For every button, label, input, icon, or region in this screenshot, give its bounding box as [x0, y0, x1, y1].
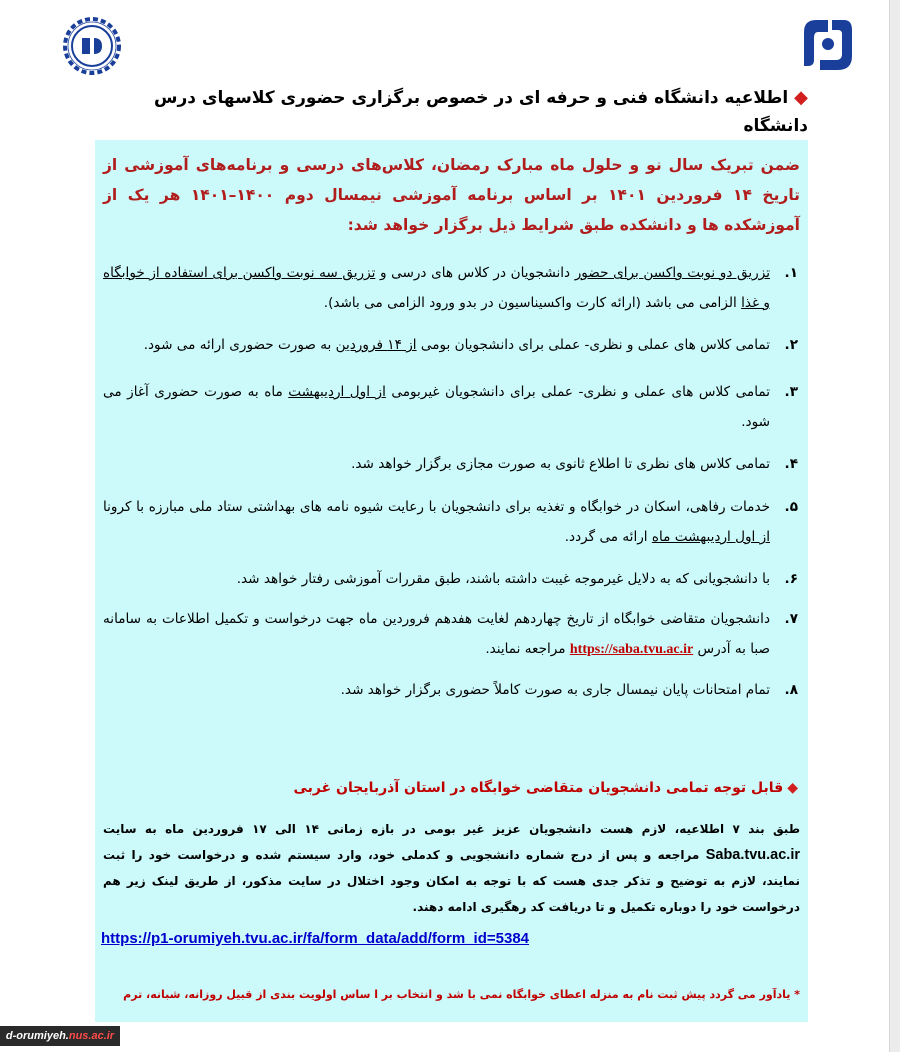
- notice-title-text: قابل توجه تمامی دانشجویان متقاضی خوابگاه در استان آذربایجان غربی: [293, 780, 784, 796]
- item-number: ۴.: [784, 456, 798, 472]
- list-item: [103, 377, 798, 437]
- item-text-underlined: از اول اردیبهشت: [288, 384, 386, 400]
- item-number: ۲.: [784, 337, 798, 353]
- intro-paragraph: ضمن تبریک سال نو و حلول ماه مبارک رمضان، کلاس‌های درسی و برنامه‌های آموزشی از تاریخ ۱۴ فروردین ۱۴۰۱ بر اساس برنامه آموزشی نیمسال دوم ۱۴۰۰–۱۴۰۱ هر یک از آموزشکده ها و دانشکده طبق شرایط ذیل برگزار خواهد شد:: [103, 156, 800, 234]
- item-text-underlined: از ۱۴ فروردین: [335, 337, 417, 353]
- item-text: ماه به صورت حضوری آغاز می شود.: [103, 384, 770, 430]
- university-logo-icon: [798, 12, 856, 78]
- site-watermark: [0, 1026, 120, 1046]
- item-text: تمامی کلاس های عملی و نظری- عملی برای دانشجویان بومی: [416, 337, 770, 353]
- red-diamond-icon: ◆: [787, 780, 798, 796]
- item-text-underlined: تزریق دو نوبت واکسن برای حضور: [574, 265, 770, 281]
- item-text: تمامی کلاس های نظری تا اطلاع ثانوی به صورت مجازی برگزار خواهد شد.: [351, 456, 770, 472]
- item-number: ۸.: [784, 682, 798, 698]
- list-item: [103, 675, 798, 705]
- notice-text: مراجعه و پس از درج شماره دانشجویی و کدملی خود، وارد سیستم شده و درخواست خود را ثبت نمایند، لازم به توضیح و تذکر جدی هست که با توجه به امکان وجود اختلال در سایت مذکور، از طریق لینک زیر هم درخواست خود را دوباره تکمیل و تا دریافت کد رهگیری ادامه دهند.: [103, 848, 800, 914]
- item-text: تمامی کلاس های عملی و نظری- عملی برای دانشجویان غیربومی: [385, 384, 770, 400]
- item-text: به صورت حضوری ارائه می شود.: [143, 337, 336, 353]
- watermark-text: d-orumiyeh.: [5, 1030, 69, 1042]
- item-text: دانشجویان در کلاس های درسی و: [375, 265, 575, 281]
- rules-list: [103, 258, 798, 705]
- item-text: مراجعه نمایند.: [485, 641, 570, 657]
- item-text: الزامی می باشد (ارائه کارت واکسیناسیون در بدو ورود الزامی می باشد).: [323, 295, 742, 311]
- item-number: ۱.: [784, 265, 798, 281]
- red-diamond-icon: ◆: [794, 87, 808, 108]
- item-text-underlined: تزریق سه نوبت واکسن برای استفاده از خوابگاه و غذا: [103, 265, 770, 311]
- announcement-panel: [95, 140, 808, 1022]
- list-item: [103, 449, 798, 479]
- form-link[interactable]: https://p1-orumiyeh.tvu.ac.ir/fa/form_data/add/form_id=5384: [101, 930, 530, 947]
- saba-link[interactable]: https://saba.tvu.ac.ir: [569, 642, 694, 657]
- item-text: تمام امتحانات پایان نیمسال جاری به صورت کاملاً حضوری برگزار خواهد شد.: [340, 682, 770, 698]
- dormitory-notice-title: [103, 780, 798, 796]
- page-title: [92, 84, 808, 140]
- list-item: [103, 258, 798, 318]
- gear-emblem-icon: [62, 16, 122, 76]
- item-number: ۳.: [784, 384, 798, 400]
- item-text-underlined: از اول اردیبهشت ماه: [651, 529, 770, 545]
- item-text: خدمات رفاهی، اسکان در خوابگاه و تغذیه برای دانشجویان با رعایت شیوه نامه های بهداشتی ستاد ملی مبارزه با کرونا: [103, 499, 770, 515]
- page-frame: [889, 0, 900, 1052]
- footnote: * یادآور می گردد پیش ثبت نام به منزله اعطای خوابگاه نمی با شد و انتخاب بر ا ساس اولویت بندی از قبیل روزانه، شبانه، ترم: [123, 988, 800, 1001]
- list-item: [103, 604, 798, 665]
- list-item: [103, 330, 798, 360]
- item-number: ۷.: [784, 611, 798, 627]
- item-text: با دانشجویانی که به دلایل غیرموجه غیبت داشته باشند، طبق مقررات آموزشی رفتار خواهد شد.: [236, 571, 770, 587]
- watermark-text-red: nus.ac.ir: [68, 1030, 115, 1042]
- list-item: [103, 492, 798, 552]
- notice-text: طبق بند ۷ اطلاعیه، لازم هست دانشجویان عزیز غیر بومی در بازه زمانی ۱۴ الی ۱۷ فروردین ماه به سایت: [103, 822, 801, 836]
- item-text: دانشجویان متقاضی خوابگاه از تاریخ چهاردهم لغایت هفدهم فروردین ماه جهت درخواست و تکمیل اطلاعات به سامانه صبا به آدرس: [103, 611, 770, 657]
- item-number: ۵.: [784, 499, 798, 515]
- item-number: ۶.: [784, 571, 798, 587]
- saba-site-text: Saba.tvu.ac.ir: [705, 847, 800, 863]
- dormitory-notice-body: [103, 816, 800, 920]
- title-text: اطلاعیه دانشگاه فنی و حرفه ای در خصوص برگزاری حضوری کلاسهای درس دانشگاه: [154, 88, 808, 136]
- list-item: [103, 564, 798, 594]
- item-text: ارائه می گردد.: [564, 529, 652, 545]
